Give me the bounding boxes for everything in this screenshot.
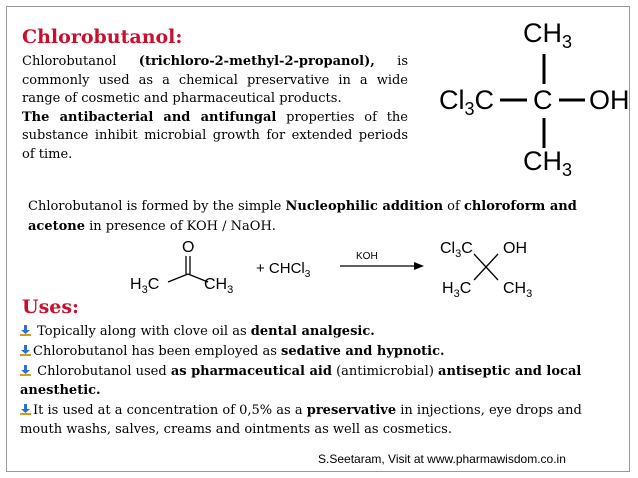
page-title: Chlorobutanol:	[22, 26, 183, 48]
product-cl3c: $Cl_3C$	[440, 240, 473, 260]
footer-credit: S.Seetaram, Visit at www.pharmawisdom.co.in	[318, 452, 566, 466]
down-arrow-bullet-icon	[20, 365, 31, 376]
product-h3c: $H_3C$	[442, 280, 472, 299]
down-arrow-bullet-icon	[20, 345, 31, 356]
formation-text-c: of	[443, 199, 464, 214]
uses-item-4: It is used at a concentration of 0,5% as a preservative in injections, eye drops and mouth washs, salves, creams and ointments as well as cosmetics.	[20, 403, 582, 437]
nucleophilic-addition: Nucleophilic addition	[285, 199, 444, 214]
struct-bottom-ch3: $CH_3$	[523, 146, 573, 180]
uses-item-1: Topically along with clove oil as dental analgesic.	[20, 322, 624, 341]
product-oh: OH	[503, 240, 527, 257]
intro-text-2b: properties of the substance inhibit microbial growth for extended periods of time.	[22, 109, 408, 162]
struct-left-cl3c: $Cl_3C$	[439, 85, 495, 119]
antiseptic-anesthetic: antiseptic and local anesthetic.	[20, 364, 582, 398]
formation-text-e: in presence of KOH / NaOH.	[85, 219, 276, 234]
catalyst-koh: KOH	[356, 251, 378, 262]
chlorobutanol-structure	[437, 14, 633, 182]
dental-analgesic: dental analgesic.	[250, 324, 375, 339]
acetone-oxygen: O	[182, 239, 195, 256]
pharmaceutical-aid: as pharmaceutical aid	[170, 364, 332, 379]
struct-top-ch3: $CH_3$	[523, 18, 573, 52]
uses-item-2: Chlorobutanol has been employed as sedative and hypnotic.	[20, 342, 624, 361]
iupac-name: (trichloro-2-methyl-2-propanol),	[138, 54, 375, 69]
acetone-left-methyl: $H_3C$	[130, 276, 160, 296]
antibacterial-phrase: The antibacterial and antifungal	[22, 109, 277, 125]
down-arrow-bullet-icon	[20, 404, 31, 415]
formation-sentence	[28, 197, 628, 237]
product-ch3: $CH_3$	[503, 280, 533, 299]
intro-text-1c: is commonly used as a chemical preservative in a wide range of cosmetic and pharmaceutical products.	[22, 54, 408, 106]
preservative: preservative	[306, 403, 397, 418]
sedative-hypnotic: sedative and hypnotic.	[281, 344, 445, 359]
reaction-scheme	[128, 237, 548, 299]
reactants-phrase: chloroform and acetone	[28, 199, 577, 234]
reaction-arrow-head	[414, 262, 424, 270]
formation-text-a: Chlorobutanol is formed by the simple	[28, 199, 286, 214]
intro-sentence-1	[22, 53, 408, 109]
struct-center-c: C	[533, 85, 553, 115]
chloroform-reagent: + CHCl$_3$	[256, 260, 311, 280]
acetone-left-bond	[168, 274, 188, 282]
uses-list	[20, 322, 624, 440]
acetone-right-methyl: $CH_3$	[204, 276, 234, 296]
intro-paragraph	[22, 53, 408, 164]
uses-heading: Uses:	[22, 296, 80, 318]
down-arrow-bullet-icon	[20, 325, 31, 336]
intro-text-1a: Chlorobutanol	[22, 54, 139, 69]
uses-item-3: Chlorobutanol used as pharmaceutical aid (antimicrobial) antiseptic and local anesthetic.	[20, 364, 582, 398]
intro-sentence-2	[22, 109, 408, 165]
struct-right-oh: OH	[589, 85, 630, 115]
